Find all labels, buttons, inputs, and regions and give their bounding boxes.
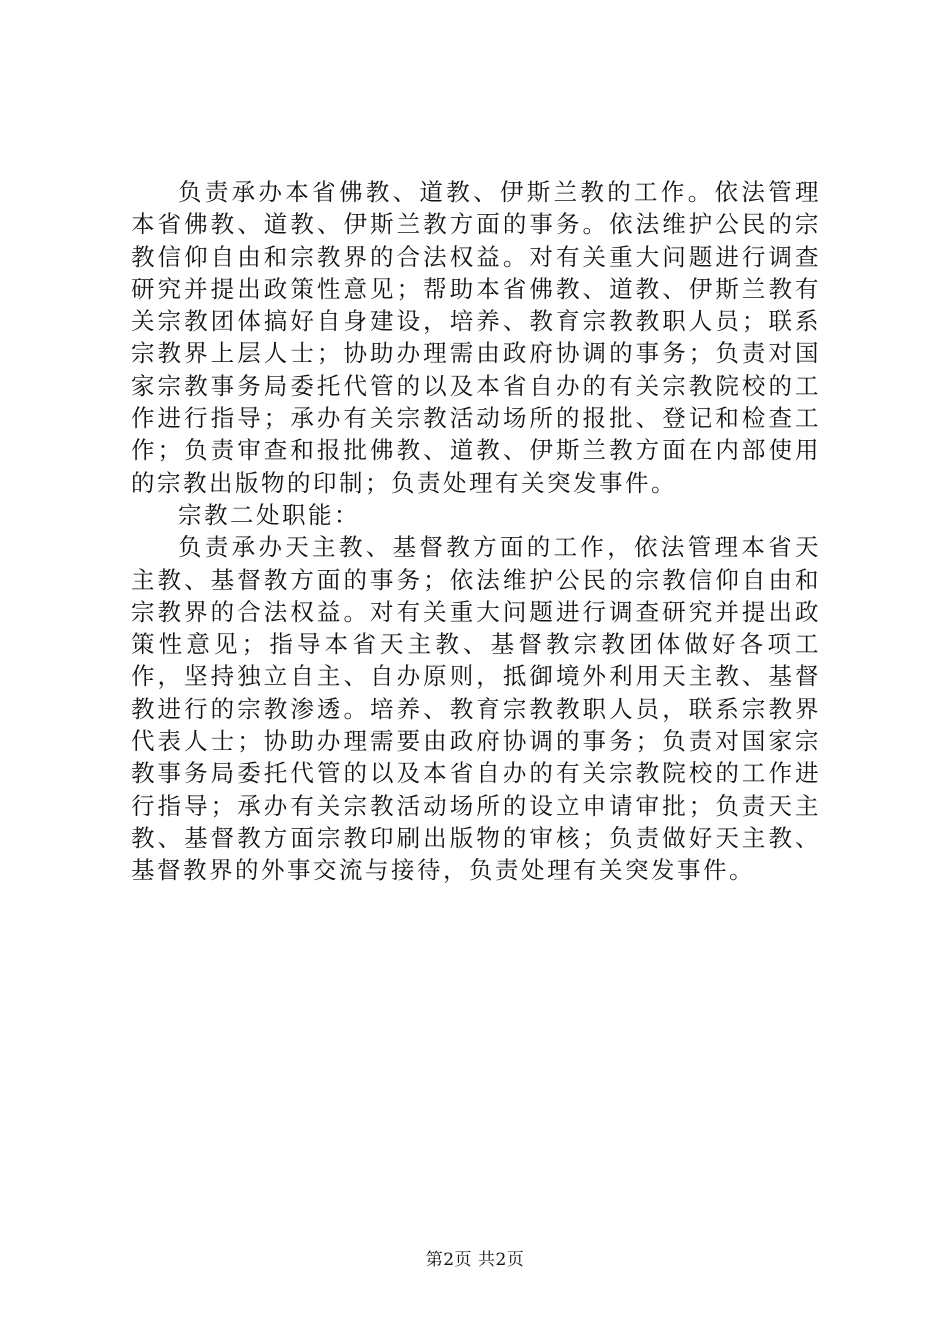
section-heading-religion-office-two: 宗教二处职能： bbox=[178, 500, 360, 529]
paragraph-religion-office-two-duties: 负责承办天主教、基督教方面的工作，依法管理本省天主教、基督教方面的事务；依法维护公民的宗教信仰自由和宗教界的合法权益。对有关重大问题进行调查研究并提出政策性意见；指导本省天主教、基督教宗教团体做好各项工作，坚持独立自主、自办原则，抵御境外利用天主教、基督教进行的宗教渗透。培养、教育宗教教职人员，联系宗教界代表人士；协助办理需要由政府协调的事务；负责对国家宗教事务局委托代管的以及本省自办的有关宗教院校的工作进行指导；承办有关宗教活动场所的设立申请审批；负责天主教、基督教方面宗教印刷出版物的审核；负责做好天主教、基督教界的外事交流与接待，负责处理有关突发事件。 bbox=[131, 533, 821, 885]
document-body bbox=[131, 176, 821, 887]
page-number-footer: 第2页 共2页 bbox=[425, 1250, 525, 1270]
paragraph-religion-office-one-duties: 负责承办本省佛教、道教、伊斯兰教的工作。依法管理本省佛教、道教、伊斯兰教方面的事务。依法维护公民的宗教信仰自由和宗教界的合法权益。对有关重大问题进行调查研究并提出政策性意见；帮助本省佛教、道教、伊斯兰教有关宗教团体搞好自身建设，培养、教育宗教教职人员；联系宗教界上层人士；协助办理需由政府协调的事务；负责对国家宗教事务局委托代管的以及本省自办的有关宗教院校的工作进行指导；承办有关宗教活动场所的报批、登记和检查工作；负责审查和报批佛教、道教、伊斯兰教方面在内部使用的宗教出版物的印制；负责处理有关突发事件。 bbox=[131, 178, 821, 497]
